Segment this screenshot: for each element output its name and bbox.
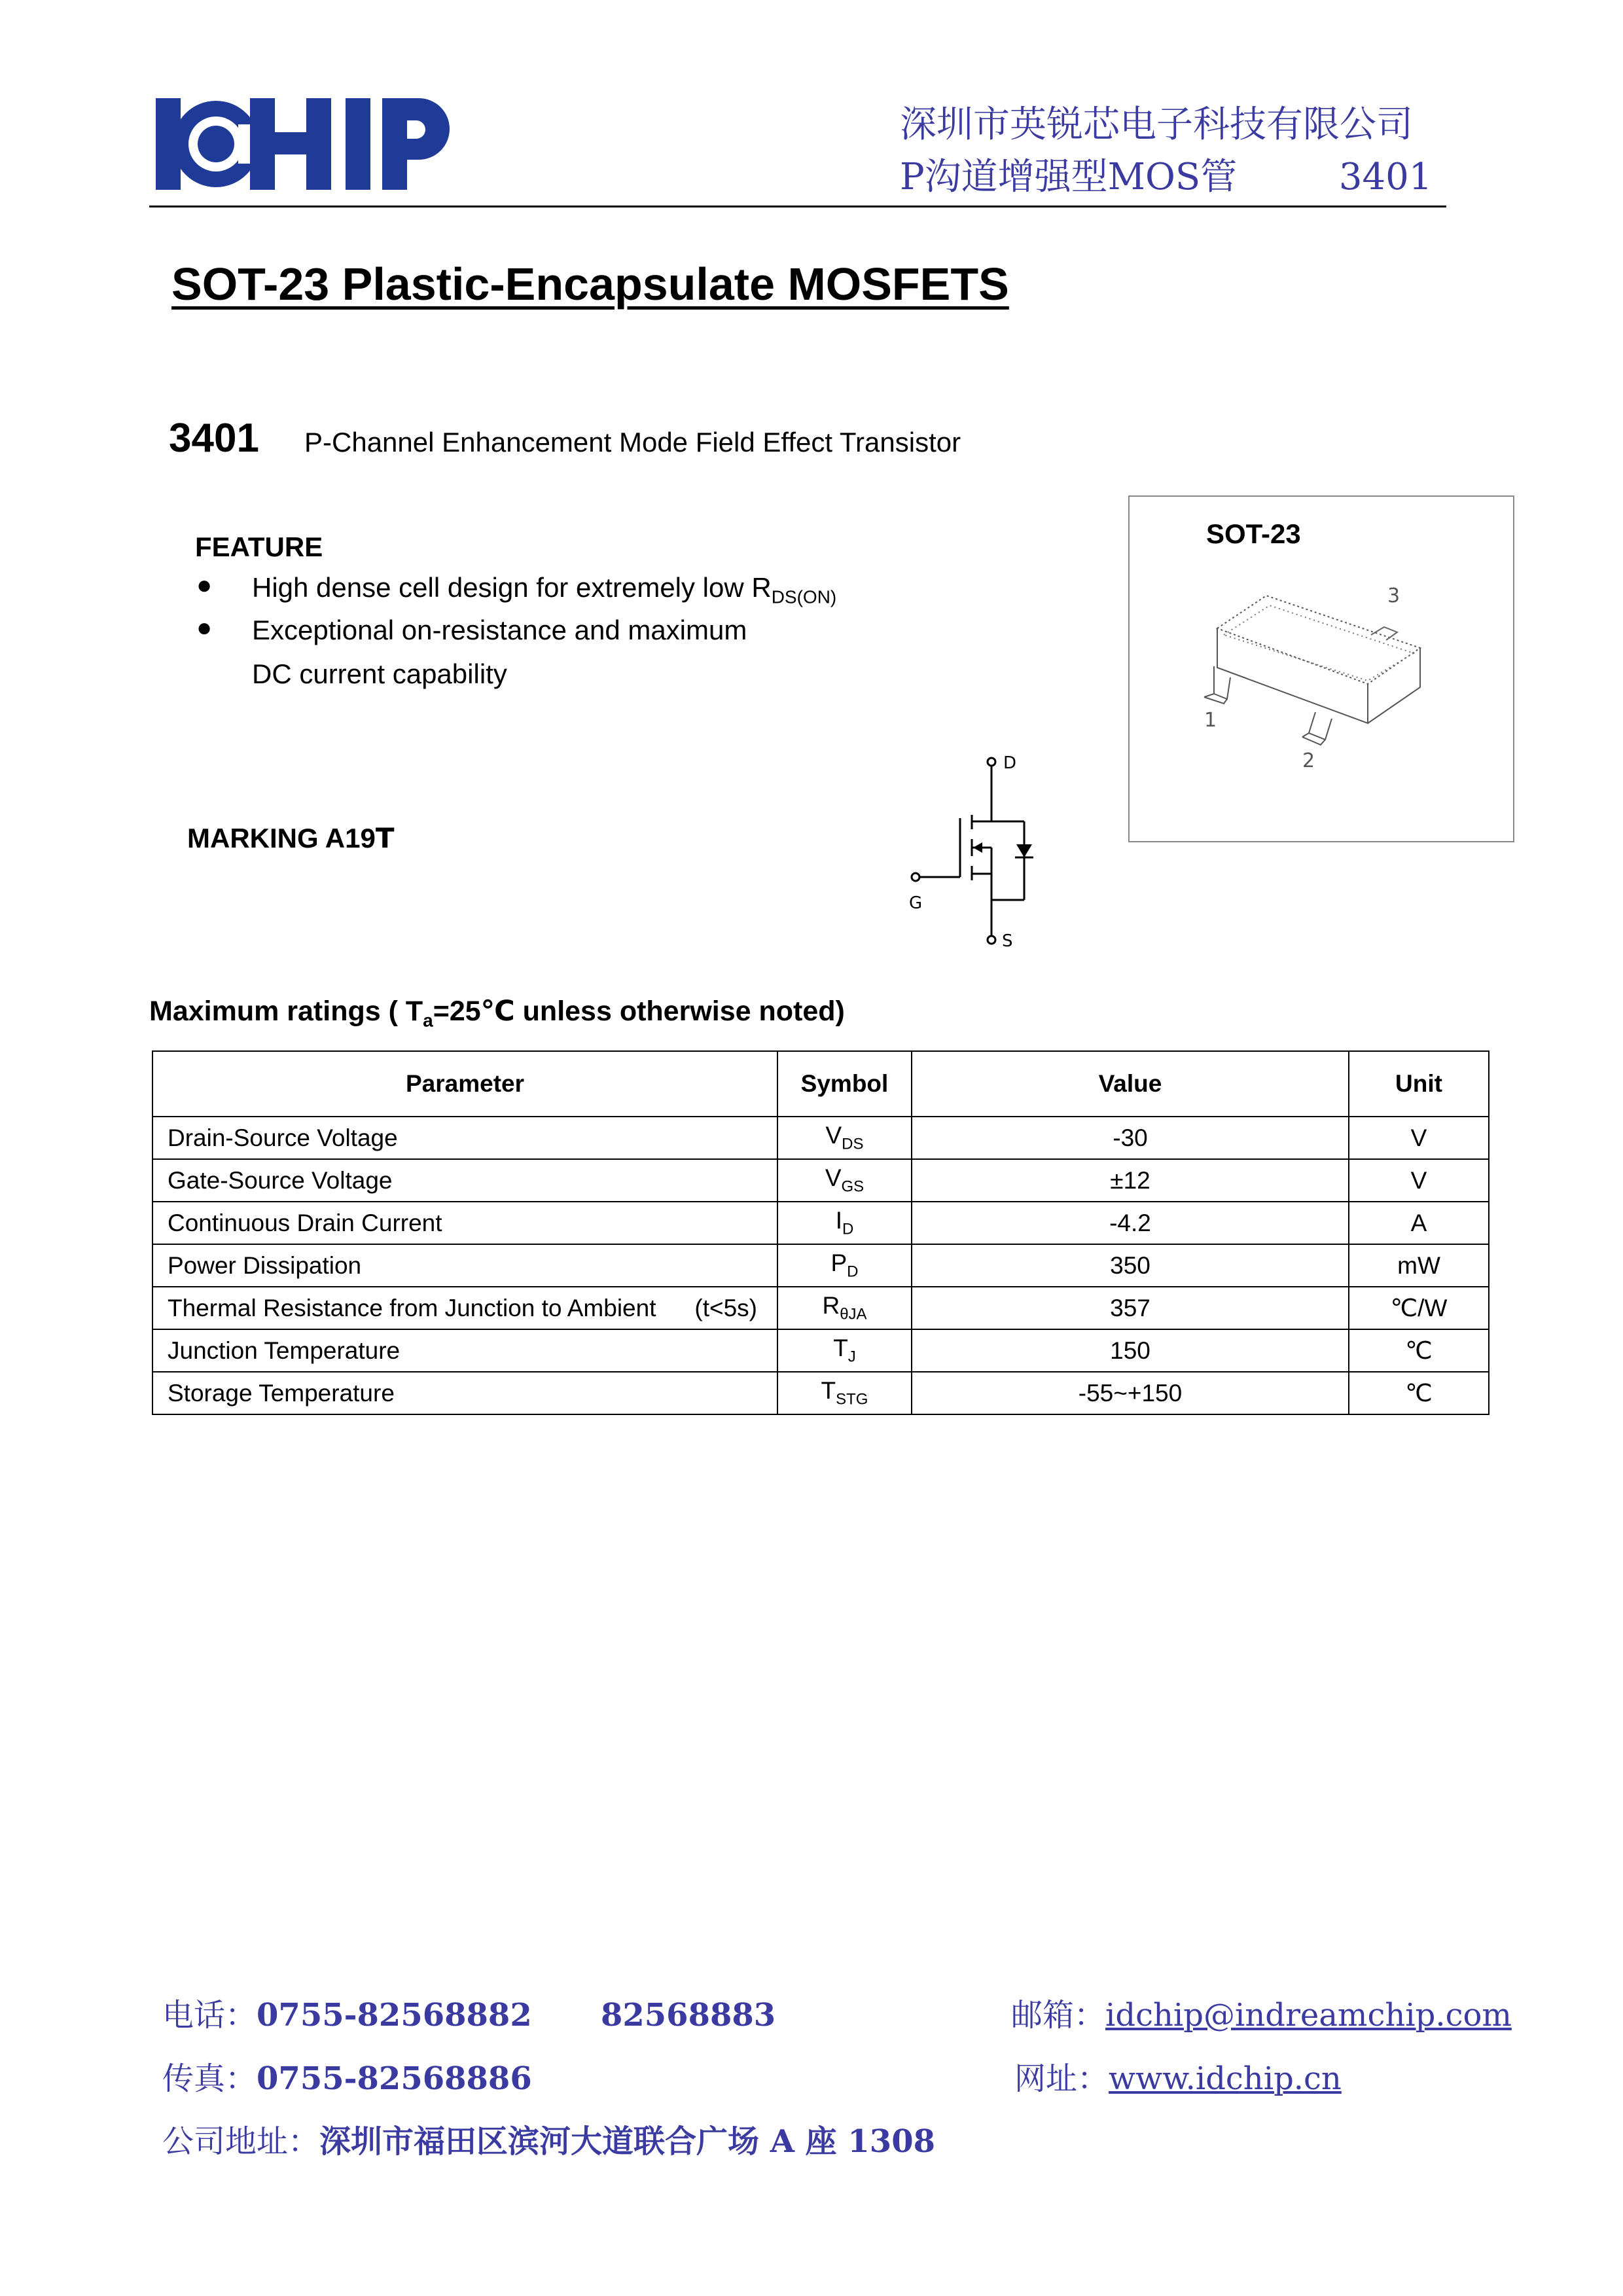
- website-link[interactable]: www.idchip.cn: [1109, 2060, 1342, 2097]
- ratings-heading-suffix: =25℃ unless otherwise noted): [433, 996, 845, 1027]
- part-description: P-Channel Enhancement Mode Field Effect Transistor: [304, 427, 961, 457]
- table-row: [152, 1329, 1489, 1372]
- feature-item-subscript: DS(ON): [771, 586, 837, 607]
- feature-item-continuation: DC current capability: [252, 658, 507, 689]
- pin-2-label: 2: [1302, 749, 1315, 772]
- ratings-heading: [149, 995, 845, 1031]
- symbol-subscript: DS: [842, 1135, 864, 1153]
- package-label: SOT-23: [1206, 518, 1301, 549]
- cell-symbol: [777, 1117, 912, 1159]
- symbol-subscript: D: [847, 1263, 859, 1281]
- marking-suffix: T: [375, 822, 395, 854]
- footer-fax: [162, 2053, 532, 2098]
- company-logo: [151, 92, 458, 196]
- marking-code: A19: [325, 823, 376, 853]
- cell-value: ±12: [912, 1159, 1349, 1202]
- cell-unit: V: [1349, 1117, 1489, 1159]
- company-name: 深圳市英锐芯电子科技有限公司: [900, 103, 1413, 146]
- cell-parameter: [152, 1287, 777, 1329]
- table-row: [152, 1117, 1489, 1159]
- cell-parameter: [152, 1159, 777, 1202]
- product-line: [900, 148, 1432, 200]
- ratings-table: [152, 1050, 1489, 1415]
- cell-value: -55~+150: [912, 1372, 1349, 1414]
- phone-label: 电话：: [162, 1997, 257, 2034]
- cell-symbol: [777, 1329, 912, 1372]
- cell-unit: ℃/W: [1349, 1287, 1489, 1329]
- column-header-value: Value: [912, 1051, 1349, 1117]
- cell-value: 150: [912, 1329, 1349, 1372]
- table-row: [152, 1159, 1489, 1202]
- symbol-subscript: J: [847, 1348, 856, 1366]
- cell-symbol: [777, 1372, 912, 1414]
- cell-value: -4.2: [912, 1202, 1349, 1244]
- footer-address: [162, 2116, 935, 2161]
- cell-symbol: [777, 1244, 912, 1287]
- header-rule: [149, 206, 1446, 207]
- cell-unit: ℃: [1349, 1372, 1489, 1414]
- cell-unit: A: [1349, 1202, 1489, 1244]
- pin-3-label: 3: [1387, 584, 1400, 607]
- cell-unit: ℃: [1349, 1329, 1489, 1372]
- website-label: 网址：: [1014, 2060, 1109, 2097]
- parameter-text: Drain-Source Voltage: [168, 1124, 398, 1151]
- parameter-text: Continuous Drain Current: [168, 1209, 442, 1236]
- symbol-text: T: [821, 1377, 836, 1405]
- address-label: 公司地址：: [162, 2123, 320, 2160]
- symbol-text: V: [825, 1122, 842, 1149]
- footer-phone: [162, 1990, 776, 2035]
- column-header-unit: Unit: [1349, 1051, 1489, 1117]
- parameter-text: Gate-Source Voltage: [168, 1166, 393, 1194]
- product-line-text: P沟道增强型MOS管: [900, 156, 1238, 198]
- feature-item: [252, 572, 836, 607]
- cell-symbol: [777, 1202, 912, 1244]
- mosfet-schematic: [909, 753, 1070, 951]
- symbol-subscript: GS: [841, 1177, 865, 1196]
- ratings-heading-prefix: Maximum ratings ( T: [149, 996, 423, 1027]
- parameter-text: Storage Temperature: [168, 1379, 395, 1407]
- feature-heading: FEATURE: [195, 531, 323, 562]
- gate-pin-label: G: [909, 893, 923, 913]
- parameter-text: Power Dissipation: [168, 1251, 362, 1279]
- table-header-row: [152, 1051, 1489, 1117]
- address-text: 深圳市福田区滨河大道联合广场 A 座 1308: [319, 2123, 935, 2160]
- pin-1-label: 1: [1204, 709, 1217, 732]
- cell-parameter: [152, 1202, 777, 1244]
- phone-1: 0755-82568882: [257, 1997, 532, 2034]
- cell-parameter: [152, 1117, 777, 1159]
- email-link[interactable]: idchip@indreamchip.com: [1105, 1997, 1512, 2034]
- symbol-subscript: D: [842, 1220, 854, 1238]
- cell-unit: mW: [1349, 1244, 1489, 1287]
- feature-item: Exceptional on-resistance and maximum: [252, 615, 747, 645]
- parameter-text: Junction Temperature: [168, 1336, 401, 1364]
- cell-value: 350: [912, 1244, 1349, 1287]
- symbol-subscript: θJA: [840, 1305, 867, 1323]
- feature-item-text: High dense cell design for extremely low R: [252, 572, 772, 603]
- document-title: SOT-23 Plastic-Encapsulate MOSFETS: [171, 259, 1009, 310]
- symbol-text: V: [825, 1164, 842, 1192]
- cell-symbol: [777, 1287, 912, 1329]
- drain-pin-label: D: [1003, 753, 1017, 773]
- sot23-package-drawing: [1204, 569, 1453, 792]
- table-row: [152, 1372, 1489, 1414]
- table-row: [152, 1244, 1489, 1287]
- table-row: [152, 1202, 1489, 1244]
- parameter-note: (t<5s): [694, 1294, 757, 1321]
- fax-label: 传真：: [162, 2060, 257, 2097]
- column-header-symbol: Symbol: [777, 1051, 912, 1117]
- cell-parameter: [152, 1244, 777, 1287]
- ratings-body: [152, 1117, 1489, 1414]
- footer-website: [1014, 2053, 1342, 2098]
- marking: [187, 822, 395, 854]
- email-label: 邮箱：: [1011, 1997, 1106, 2034]
- phone-2: 82568883: [600, 1997, 776, 2034]
- cell-parameter: [152, 1372, 777, 1414]
- ratings-heading-sub: a: [423, 1010, 433, 1031]
- footer-email: [1011, 1990, 1512, 2035]
- cell-value: -30: [912, 1117, 1349, 1159]
- part-number: 3401: [169, 416, 259, 461]
- symbol-text: I: [835, 1207, 842, 1234]
- cell-value: 357: [912, 1287, 1349, 1329]
- column-header-parameter: Parameter: [152, 1051, 777, 1117]
- source-pin-label: S: [1002, 931, 1013, 951]
- symbol-text: R: [822, 1292, 840, 1319]
- table-row: [152, 1287, 1489, 1329]
- product-code: 3401: [1338, 156, 1433, 198]
- symbol-text: T: [833, 1335, 848, 1362]
- cell-parameter: [152, 1329, 777, 1372]
- cell-symbol: [777, 1159, 912, 1202]
- bullet-icon: ●: [196, 613, 213, 642]
- fax-number: 0755-82568886: [257, 2060, 532, 2097]
- marking-label: MARKING: [187, 823, 319, 853]
- parameter-text: Thermal Resistance from Junction to Ambient: [168, 1294, 656, 1321]
- symbol-subscript: STG: [836, 1390, 868, 1408]
- bullet-icon: ●: [196, 571, 213, 600]
- cell-unit: V: [1349, 1159, 1489, 1202]
- symbol-text: P: [830, 1249, 847, 1277]
